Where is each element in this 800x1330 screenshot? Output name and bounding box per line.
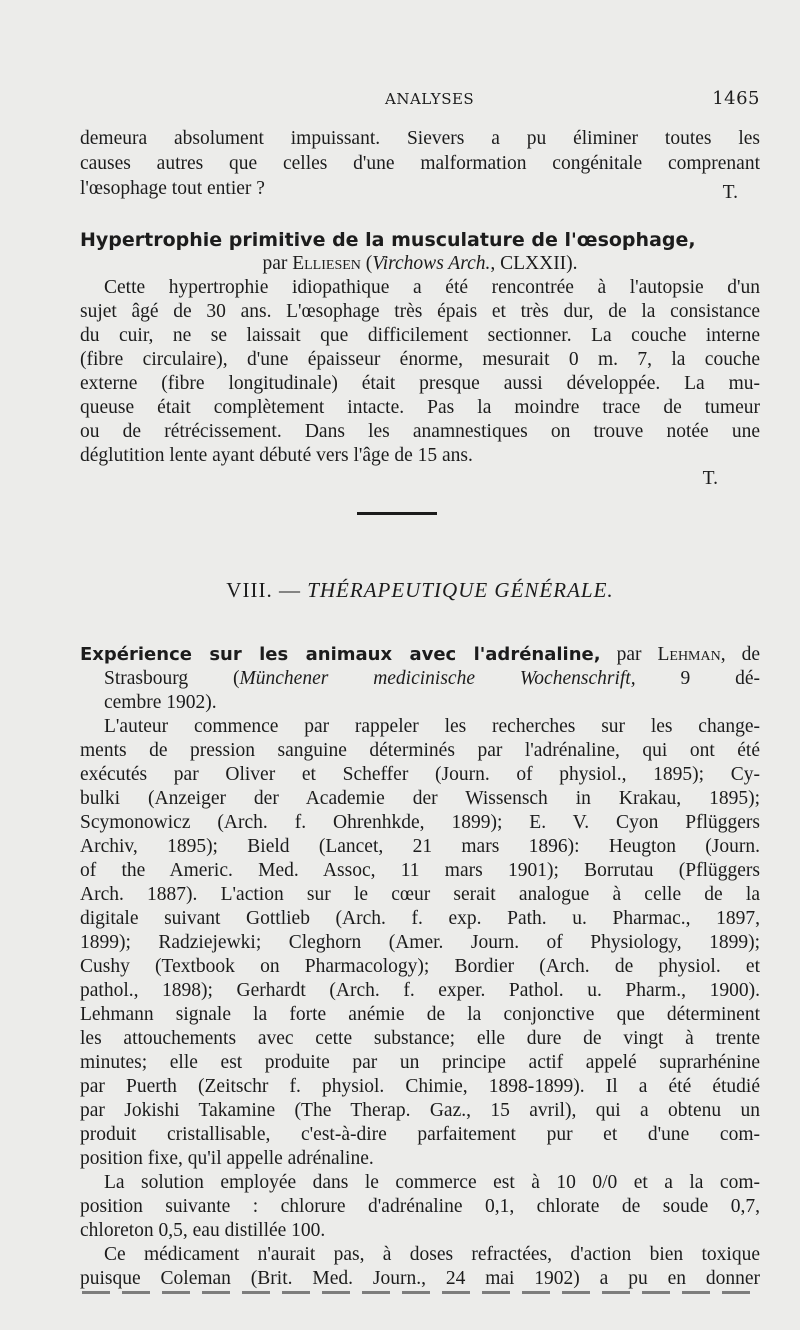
section-title: THÉRAPEUTIQUE GÉNÉRALE. bbox=[307, 578, 614, 602]
text-line: puisque Coleman (Brit. Med. Journ., 24 mai 1902) a pu en donner bbox=[80, 1268, 760, 1289]
text-line: 1899); Radziejewki; Cleghorn (Amer. Journ. of Physiology, 1899); bbox=[80, 932, 760, 953]
source-suffix: 9 dé- bbox=[635, 668, 760, 689]
article-source-line bbox=[104, 667, 760, 691]
running-header bbox=[80, 88, 760, 112]
byline-open: ( bbox=[365, 253, 373, 274]
text-line: chloreton 0,5, eau distillée 100. bbox=[80, 1220, 326, 1241]
text-line: causes autres que celles d'une malformation congénitale comprenant bbox=[80, 153, 760, 174]
section-heading bbox=[80, 578, 760, 603]
signature: T. bbox=[722, 182, 738, 203]
article-author: Lehman bbox=[657, 644, 721, 665]
text-line: (fibre circulaire), d'une épaisseur énorme, mesurait 0 m. 7, la couche bbox=[80, 349, 760, 370]
text-line: par Jokishi Takamine (The Therap. Gaz., 15 avril), qui a obtenu un bbox=[80, 1100, 760, 1121]
byline-par: par bbox=[262, 253, 288, 274]
text-line: ou de rétrécissement. Dans les anamnestiques on trouve notée une bbox=[80, 421, 760, 442]
text-line: ments de pression sanguine déterminés par l'adrénaline, qui ont été bbox=[80, 740, 760, 761]
text-line: L'auteur commence par rappeler les recherches sur les change- bbox=[104, 716, 760, 737]
text-line: pathol., 1898); Gerhardt (Arch. f. exper. Pathol. u. Pharm., 1900). bbox=[80, 980, 760, 1001]
text-line: Arch. 1887). L'action sur le cœur serait analogue à celle de la bbox=[80, 884, 760, 905]
section-number: VIII. — bbox=[226, 578, 301, 602]
print-smudge bbox=[82, 1291, 752, 1294]
text-line: digitale suivant Gottlieb (Arch. f. exp. Path. u. Pharmac., 1897, bbox=[80, 908, 760, 929]
text-line: exécutés par Oliver et Scheffer (Journ. of physiol., 1895); Cy- bbox=[80, 764, 760, 785]
article-title: Expérience sur les animaux avec l'adrénaline, bbox=[80, 644, 601, 665]
source-prefix: Strasbourg ( bbox=[104, 668, 240, 689]
article-byline bbox=[80, 252, 760, 276]
text-line: Lehmann signale la forte anémie de la conjonctive que déterminent bbox=[80, 1004, 760, 1025]
running-title: ANALYSES bbox=[385, 90, 475, 108]
text-line: bulki (Anzeiger der Academie der Wissensch in Krakau, 1895); bbox=[80, 788, 760, 809]
text-line: sujet âgé de 30 ans. L'œsophage très épais et très dur, de la consistance bbox=[80, 301, 760, 322]
text-line: demeura absolument impuissant. Sievers a pu éliminer toutes les bbox=[80, 128, 760, 149]
text-line: les attouchements avec cette substance; elle dure de vingt à trente bbox=[80, 1028, 760, 1049]
article-title: Hypertrophie primitive de la musculature de l'œsophage, bbox=[80, 229, 696, 251]
text-line: queuse était complètement intacte. Pas la moindre trace de tumeur bbox=[80, 397, 760, 418]
article-title-line bbox=[80, 643, 760, 667]
text-line: par Puerth (Zeitschr f. physiol. Chimie, 1898-1899). Il a été étudié bbox=[80, 1076, 760, 1097]
text-line: Cushy (Textbook on Pharmacology); Bordier (Arch. de physiol. et bbox=[80, 956, 760, 977]
text-line: position fixe, qu'il appelle adrénaline. bbox=[80, 1148, 374, 1169]
article-after-author: , de bbox=[720, 644, 761, 665]
separator-rule bbox=[357, 512, 437, 515]
article-par: par bbox=[600, 644, 658, 665]
text-line: cembre 1902). bbox=[104, 692, 217, 713]
text-line: Scymonowicz (Arch. f. Ohrenhkde, 1899); E. V. Cyon Pflüggers bbox=[80, 812, 760, 833]
byline-author: Elliesen bbox=[292, 253, 361, 274]
page-number: 1465 bbox=[712, 88, 760, 109]
byline-source: Virchows Arch. bbox=[372, 253, 491, 274]
text-line: Ce médicament n'aurait pas, à doses refractées, d'action bien toxique bbox=[104, 1244, 760, 1265]
text-line: Archiv, 1895); Bield (Lancet, 21 mars 1896): Heugton (Journ. bbox=[80, 836, 760, 857]
text-line: externe (fibre longitudinale) était presque aussi développée. La mu- bbox=[80, 373, 760, 394]
signature: T. bbox=[702, 468, 718, 489]
text-line: déglutition lente ayant débuté vers l'âge de 15 ans. bbox=[80, 445, 473, 466]
text-line: Cette hypertrophie idiopathique a été rencontrée à l'autopsie d'un bbox=[104, 277, 760, 298]
text-line: minutes; elle est produite par un principe actif appelé suprarhénine bbox=[80, 1052, 760, 1073]
text-line: position suivante : chlorure d'adrénaline 0,1, chlorate de soude 0,7, bbox=[80, 1196, 760, 1217]
byline-rest: , CLXXII). bbox=[490, 253, 578, 274]
text-line: of the Americ. Med. Assoc, 11 mars 1901); Borrutau (Pflüggers bbox=[80, 860, 760, 881]
text-line: l'œsophage tout entier ? bbox=[80, 178, 265, 199]
text-line: du cuir, ne se laissait que difficilement sectionner. La couche interne bbox=[80, 325, 760, 346]
source-journal: Münchener medicinische Wochenschrift, bbox=[239, 668, 636, 689]
text-line: produit cristallisable, c'est-à-dire parfaitement pur et d'une com- bbox=[80, 1124, 760, 1145]
text-line: La solution employée dans le commerce est à 10 0/0 et a la com- bbox=[104, 1172, 760, 1193]
